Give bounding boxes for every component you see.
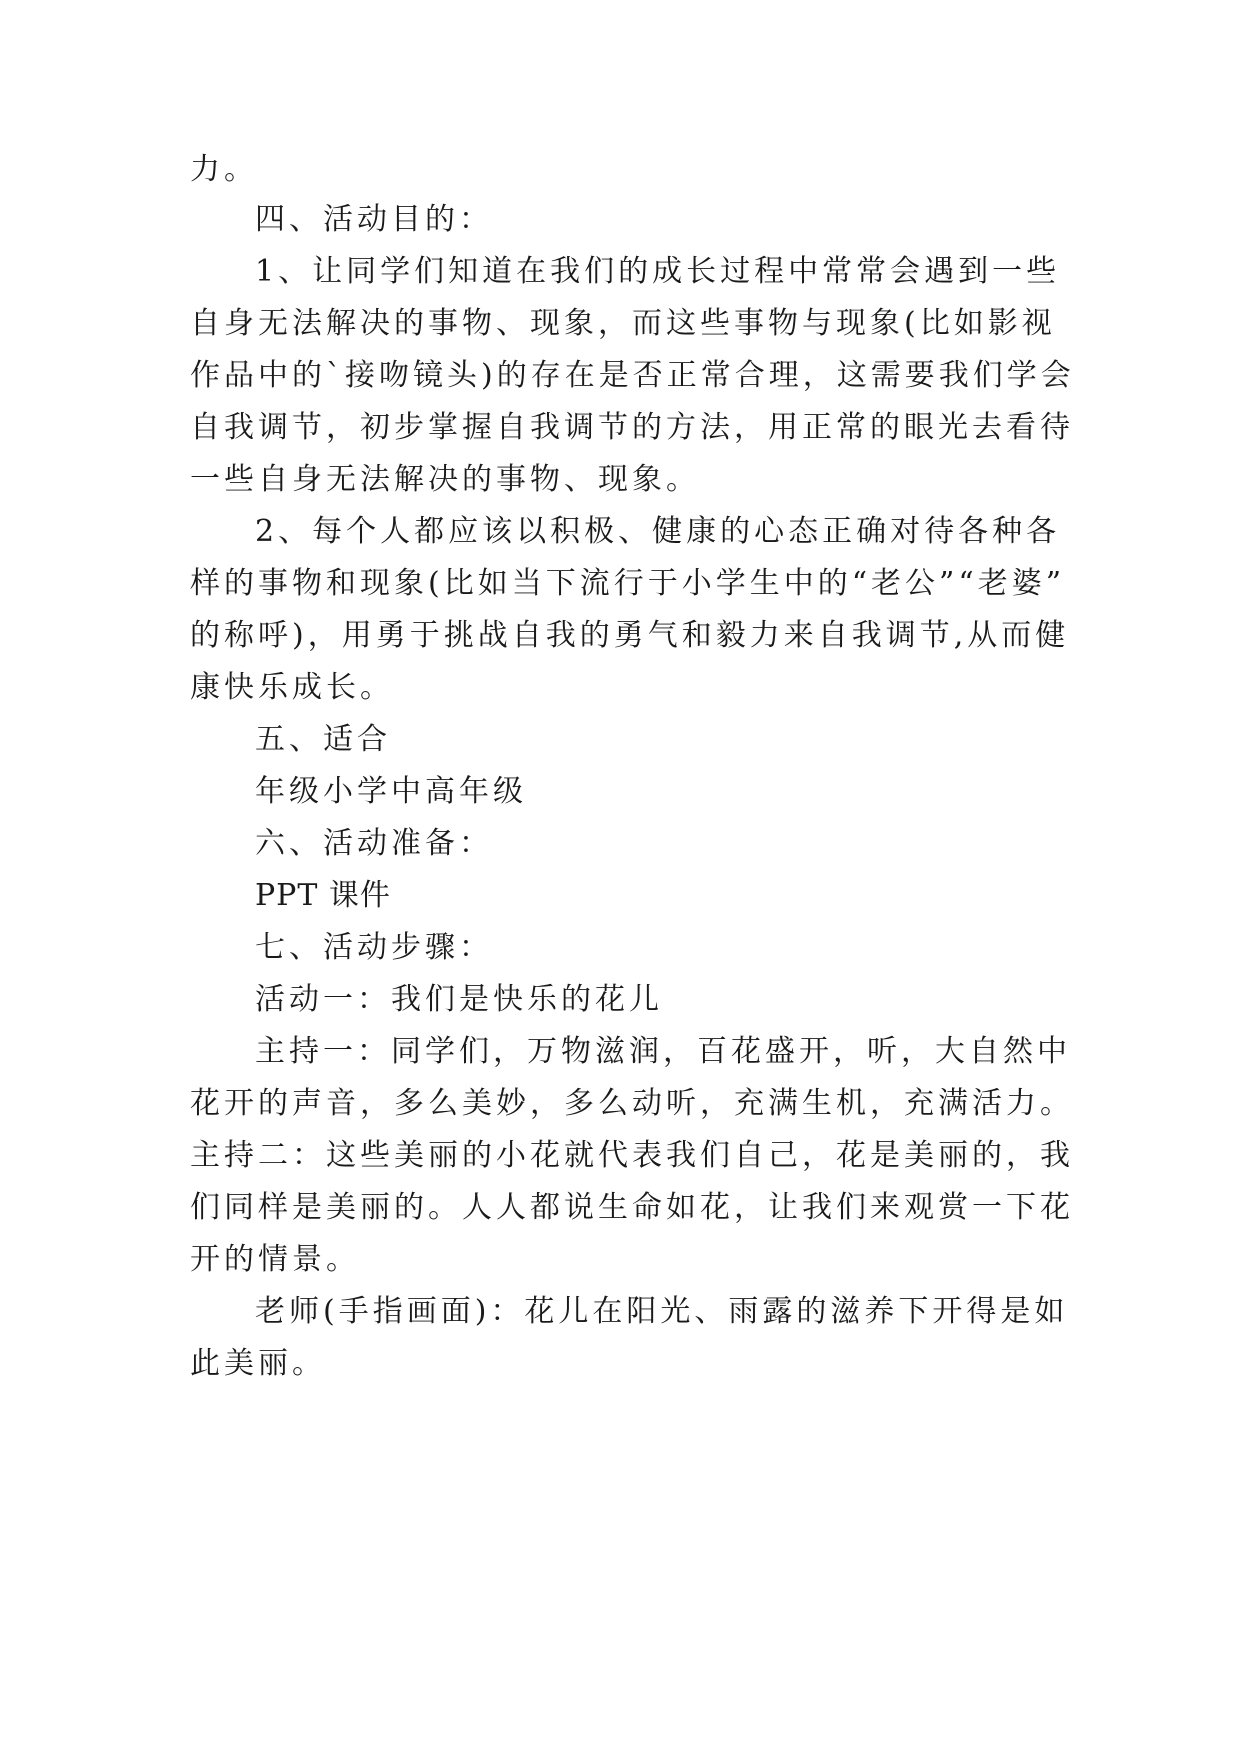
text-line: 花开的声音，多么美妙，多么动听，充满生机，充满活力。 bbox=[190, 1086, 1074, 1121]
text-line: 1、让同学们知道在我们的成长过程中常常会遇到一些 bbox=[255, 254, 1061, 289]
text-line: 主持一：同学们，万物滋润，百花盛开，听，大自然中 bbox=[255, 1034, 1071, 1069]
text-line: 自身无法解决的事物、现象，而这些事物与现象(比如影视 bbox=[190, 306, 1056, 341]
text-line: 老师(手指画面)：花儿在阳光、雨露的滋养下开得是如 bbox=[255, 1294, 1069, 1329]
section-heading-preparation: 六、活动准备： bbox=[255, 826, 493, 861]
section-heading-steps: 七、活动步骤： bbox=[255, 930, 493, 965]
text-line: 此美丽。 bbox=[190, 1346, 326, 1381]
text-line: 活动一：我们是快乐的花儿 bbox=[255, 982, 663, 1017]
section-heading-grade: 五、适合 bbox=[255, 722, 391, 757]
text-line: 的称呼)，用勇于挑战自我的勇气和毅力来自我调节,从而健 bbox=[190, 618, 1070, 653]
text-line: 作品中的`接吻镜头)的存在是否正常合理，这需要我们学会 bbox=[190, 358, 1075, 393]
section-heading-purpose: 四、活动目的： bbox=[255, 202, 493, 237]
text-line: 年级小学中高年级 bbox=[255, 774, 527, 809]
text-line: PPT 课件 bbox=[255, 878, 391, 913]
text-line: 主持二：这些美丽的小花就代表我们自己，花是美丽的，我 bbox=[190, 1138, 1074, 1173]
text-line: 力。 bbox=[190, 152, 258, 187]
text-line: 开的情景。 bbox=[190, 1242, 360, 1277]
text-line: 样的事物和现象(比如当下流行于小学生中的“老公”“老婆” bbox=[190, 566, 1066, 601]
text-line: 自我调节，初步掌握自我调节的方法，用正常的眼光去看待 bbox=[190, 410, 1074, 445]
text-line: 一些自身无法解决的事物、现象。 bbox=[190, 462, 700, 497]
text-line: 康快乐成长。 bbox=[190, 670, 394, 705]
text-line: 们同样是美丽的。人人都说生命如花，让我们来观赏一下花 bbox=[190, 1190, 1074, 1225]
text-line: 2、每个人都应该以积极、健康的心态正确对待各种各 bbox=[255, 514, 1061, 549]
